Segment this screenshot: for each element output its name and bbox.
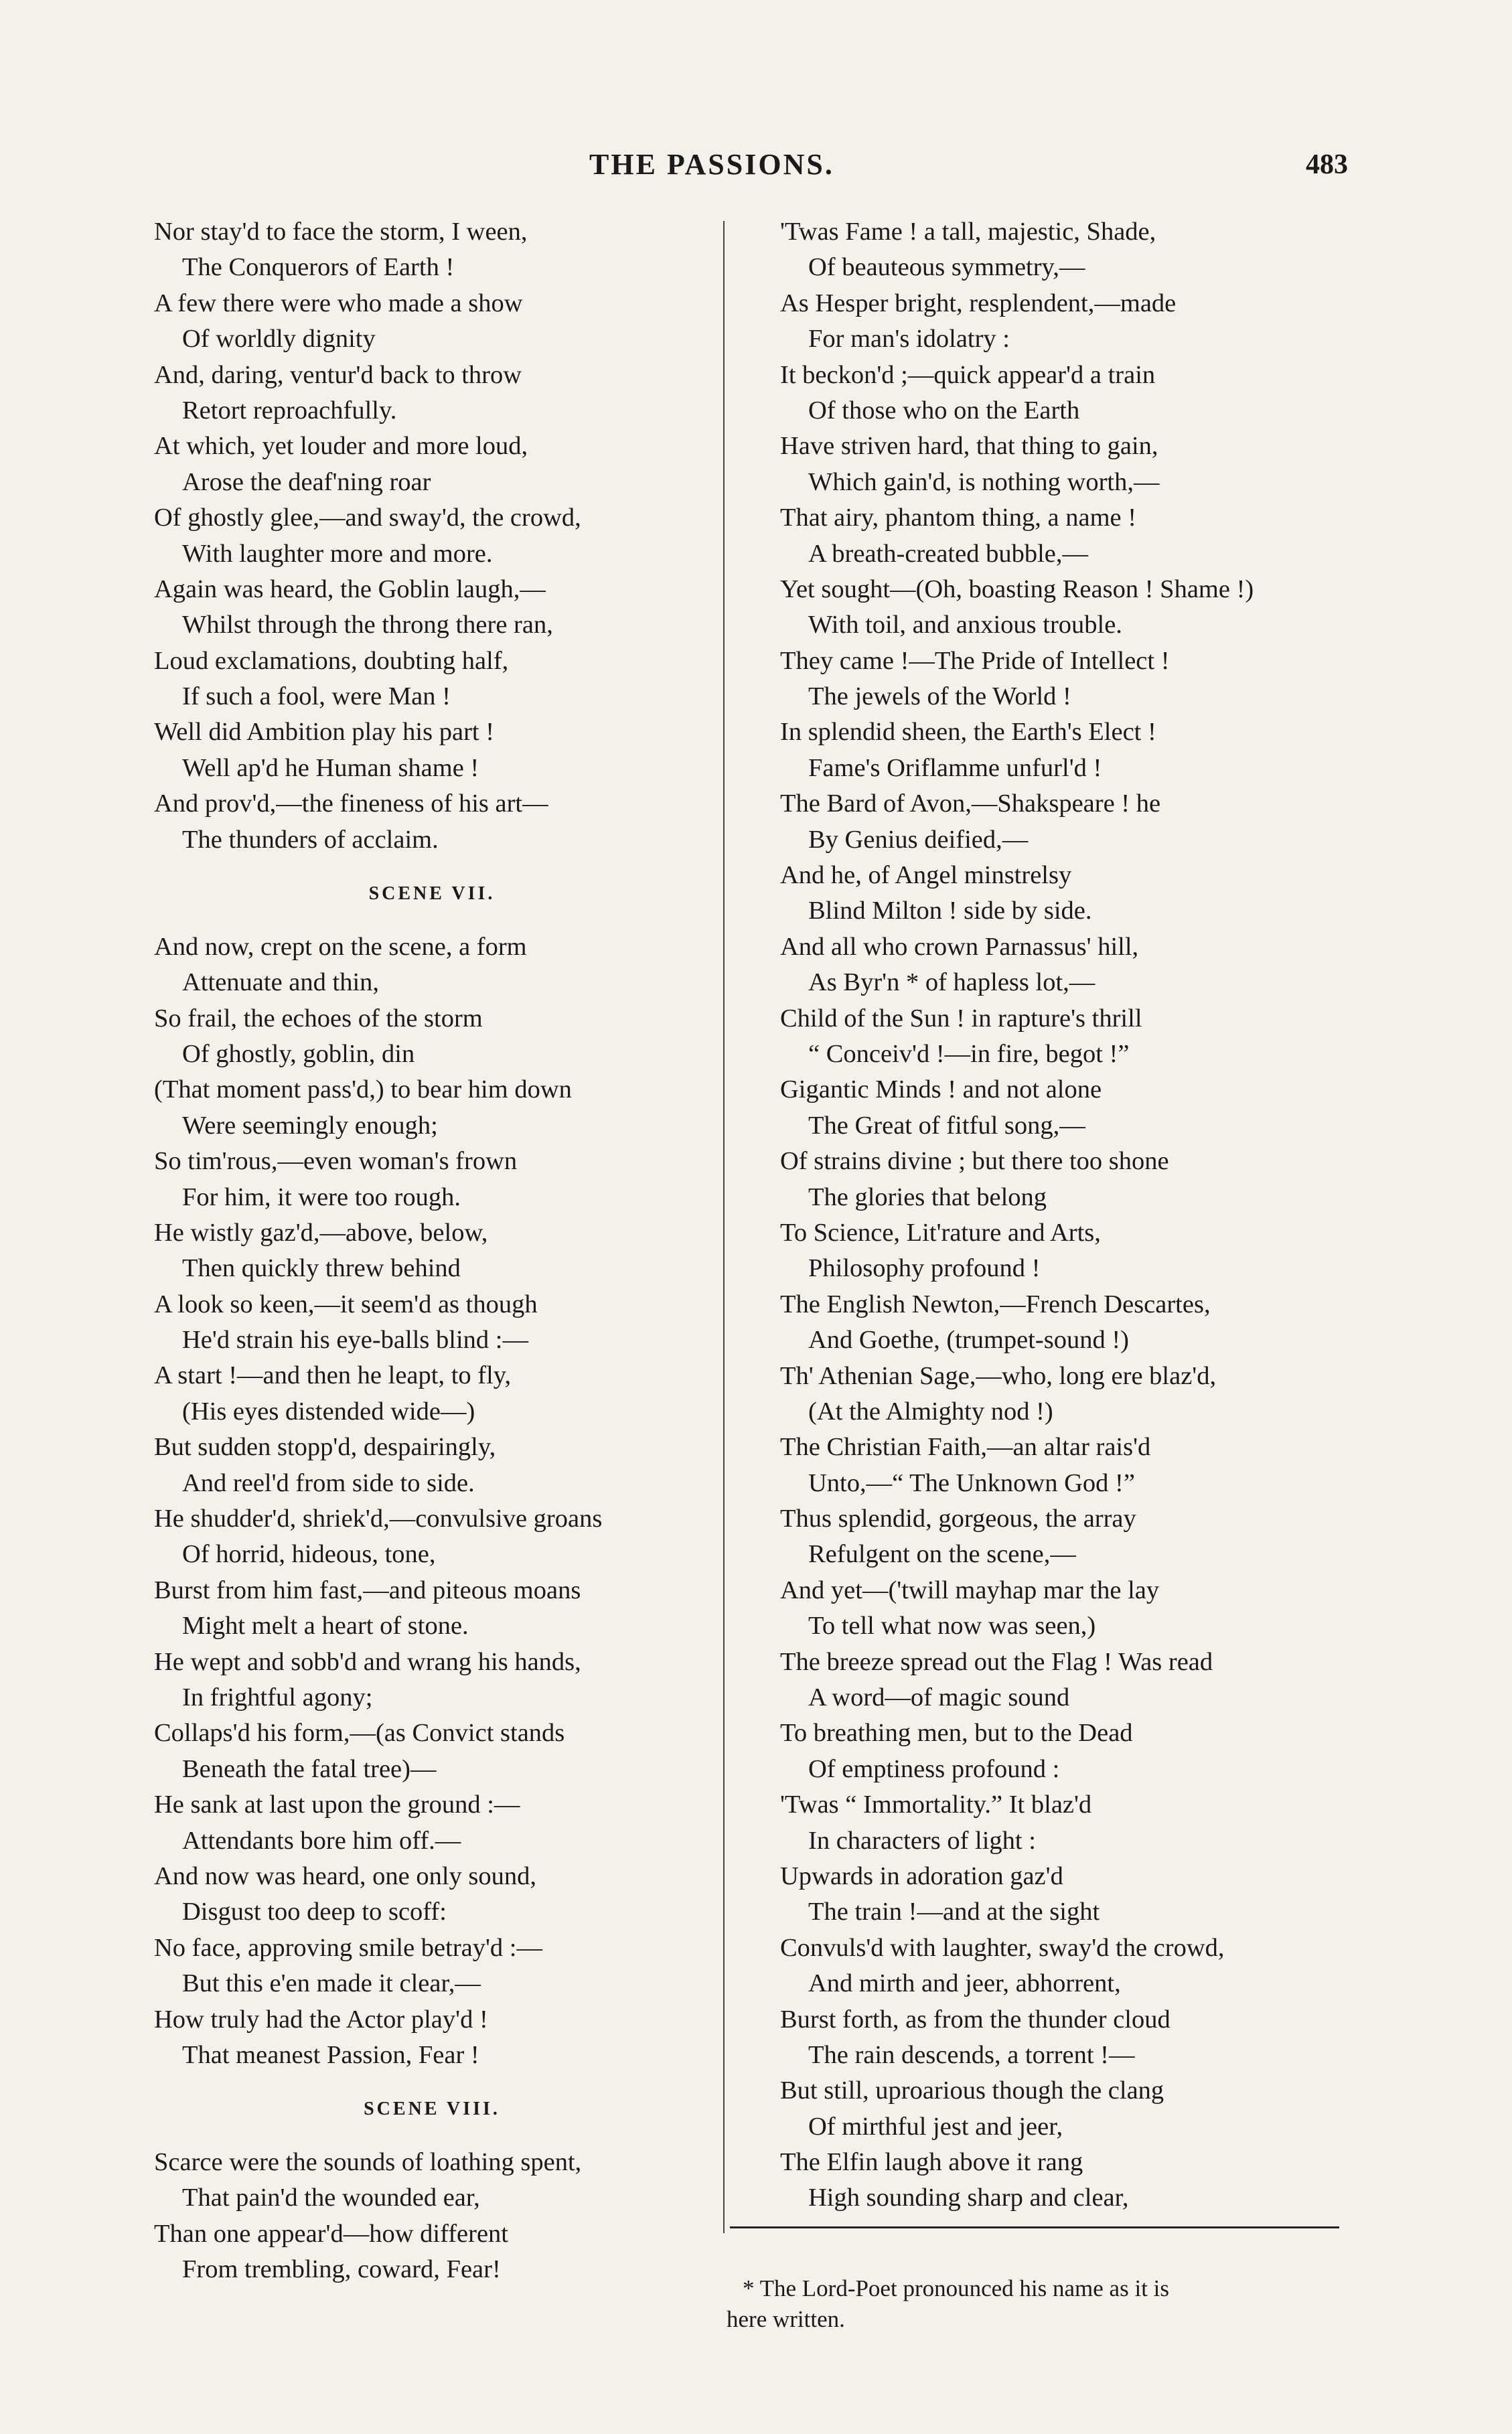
right-column xyxy=(780,214,1356,2216)
verse-line: 'Twas “ Immortality.” It blaz'd xyxy=(780,1791,1092,1819)
verse-line: And Goethe, (trumpet-sound !) xyxy=(808,1326,1129,1355)
verse-line: And mirth and jeer, abhorrent, xyxy=(808,1969,1121,1998)
verse-line: 'Twas Fame ! a tall, majestic, Shade, xyxy=(780,218,1156,246)
verse-line: Which gain'd, is nothing worth,— xyxy=(808,467,1160,496)
verse-line: But still, uproarious though the clang xyxy=(780,2076,1164,2105)
verse-line: The English Newton,—French Descartes, xyxy=(780,1290,1211,1318)
running-title: THE PASSIONS. xyxy=(589,148,834,181)
verse-line: Refulgent on the scene,— xyxy=(808,1540,1076,1569)
column-divider xyxy=(723,221,725,2233)
verse-line: To breathing men, but to the Dead xyxy=(780,1719,1133,1748)
verse-line: And yet—('twill mayhap mar the lay xyxy=(780,1576,1160,1604)
verse-line: From trembling, coward, Fear! xyxy=(182,2255,501,2284)
verse-line: The Christian Faith,—an altar rais'd xyxy=(780,1433,1151,1462)
verse-line: A look so keen,—it seem'd as though xyxy=(154,1290,538,1318)
verse-line: Blind Milton ! side by side. xyxy=(808,897,1092,925)
verse-line: A breath-created bubble,— xyxy=(808,539,1088,568)
verse-line: In characters of light : xyxy=(808,1826,1036,1855)
footnote-line: here written. xyxy=(727,2306,845,2332)
verse-line: In frightful agony; xyxy=(182,1683,373,1712)
verse-line: That meanest Passion, Fear ! xyxy=(182,2040,479,2069)
verse-line: The thunders of acclaim. xyxy=(182,825,439,854)
verse-line: The jewels of the World ! xyxy=(808,682,1071,711)
verse-line: How truly had the Actor play'd ! xyxy=(154,2005,488,2034)
verse-line: A few there were who made a show xyxy=(154,289,523,317)
verse-line: So frail, the echoes of the storm xyxy=(154,1004,483,1033)
verse-line: The Conquerors of Earth ! xyxy=(182,253,455,282)
verse-line: Of horrid, hideous, tone, xyxy=(182,1540,436,1569)
verse-line: Of strains divine ; but there too shone xyxy=(780,1147,1169,1176)
verse-line: Th' Athenian Sage,—who, long ere blaz'd, xyxy=(780,1361,1217,1390)
verse-line: And now was heard, one only sound, xyxy=(154,1861,536,1890)
verse-line: For man's idolatry : xyxy=(808,325,1010,354)
verse-line: He sank at last upon the ground :— xyxy=(154,1791,520,1819)
verse-line: And prov'd,—the fineness of his art— xyxy=(154,789,548,818)
verse-line: And all who crown Parnassus' hill, xyxy=(780,932,1139,961)
verse-line: Again was heard, the Goblin laugh,— xyxy=(154,575,546,603)
verse-line: The rain descends, a torrent !— xyxy=(808,2040,1135,2069)
verse-line: Upwards in adoration gaz'd xyxy=(780,1861,1063,1890)
verse-line: Than one appear'd—how different xyxy=(154,2219,508,2248)
verse-line: And reel'd from side to side. xyxy=(182,1468,475,1497)
verse-line: Have striven hard, that thing to gain, xyxy=(780,432,1158,461)
verse-line: The train !—and at the sight xyxy=(808,1898,1100,1926)
verse-line: To Science, Lit'rature and Arts, xyxy=(780,1218,1101,1247)
verse-line: That airy, phantom thing, a name ! xyxy=(780,504,1137,532)
verse-line: With toil, and anxious trouble. xyxy=(808,611,1122,639)
verse-line: (His eyes distended wide—) xyxy=(182,1397,475,1426)
footnote-rule xyxy=(730,2226,1339,2228)
verse-line: Scarce were the sounds of loathing spent, xyxy=(154,2148,582,2177)
verse-line: Collaps'd his form,—(as Convict stands xyxy=(154,1719,565,1748)
verse-line: If such a fool, were Man ! xyxy=(182,682,451,711)
verse-line: With laughter more and more. xyxy=(182,539,493,568)
verse-line: To tell what now was seen,) xyxy=(808,1612,1096,1641)
footnote-line: * The Lord-Poet pronounced his name as it is xyxy=(743,2275,1170,2301)
verse-line: Were seemingly enough; xyxy=(182,1111,438,1140)
left-column xyxy=(154,214,710,2288)
verse-line: Of ghostly, goblin, din xyxy=(182,1039,415,1068)
verse-line: “ Conceiv'd !—in fire, begot !” xyxy=(808,1039,1130,1068)
verse-line: As Byr'n * of hapless lot,— xyxy=(808,968,1095,997)
page-header xyxy=(0,147,1512,187)
verse-line: High sounding sharp and clear, xyxy=(808,2184,1129,2212)
verse-line: He shudder'd, shriek'd,—convulsive groans xyxy=(154,1505,603,1533)
verse-line: So tim'rous,—even woman's frown xyxy=(154,1147,518,1176)
verse-line: Child of the Sun ! in rapture's thrill xyxy=(780,1004,1142,1033)
verse-line: A start !—and then he leapt, to fly, xyxy=(154,1361,512,1390)
verse-line: Of mirthful jest and jeer, xyxy=(808,2112,1063,2141)
verse-line: Burst from him fast,—and piteous moans xyxy=(154,1576,581,1604)
verse-line: Well did Ambition play his part ! xyxy=(154,718,495,747)
verse-line: They came !—The Pride of Intellect ! xyxy=(780,646,1170,675)
verse-line: He wistly gaz'd,—above, below, xyxy=(154,1218,488,1247)
verse-line: Well ap'd he Human shame ! xyxy=(182,753,479,782)
verse-line: The Elfin laugh above it rang xyxy=(780,2148,1083,2177)
verse-line: Yet sought—(Oh, boasting Reason ! Shame !) xyxy=(780,575,1254,603)
verse-line: Of ghostly glee,—and sway'd, the crowd, xyxy=(154,504,581,532)
verse-line: Nor stay'd to face the storm, I ween, xyxy=(154,218,528,246)
verse-line: No face, approving smile betray'd :— xyxy=(154,1933,542,1962)
verse-line: Thus splendid, gorgeous, the array xyxy=(780,1505,1136,1533)
footnote xyxy=(727,2273,1356,2335)
verse-line: It beckon'd ;—quick appear'd a train xyxy=(780,360,1156,389)
verse-line: Then quickly threw behind xyxy=(182,1254,461,1283)
scene-heading: SCENE VIII. xyxy=(364,2098,500,2119)
page-number: 483 xyxy=(1306,149,1348,180)
scene-heading: SCENE VII. xyxy=(368,883,496,904)
verse-line: Unto,—“ The Unknown God !” xyxy=(808,1468,1135,1497)
verse-line: At which, yet louder and more loud, xyxy=(154,432,528,461)
verse-line: He'd strain his eye-balls blind :— xyxy=(182,1326,528,1355)
verse-line: Whilst through the throng there ran, xyxy=(182,611,553,639)
verse-line: Of worldly dignity xyxy=(182,325,376,354)
verse-line: Attendants bore him off.— xyxy=(182,1826,461,1855)
verse-line: Might melt a heart of stone. xyxy=(182,1612,469,1641)
verse-line: And now, crept on the scene, a form xyxy=(154,932,527,961)
verse-line: Philosophy profound ! xyxy=(808,1254,1041,1283)
verse-line: Arose the deaf'ning roar xyxy=(182,467,431,496)
verse-line: And he, of Angel minstrelsy xyxy=(780,861,1072,890)
verse-line: That pain'd the wounded ear, xyxy=(182,2184,480,2212)
verse-line: Loud exclamations, doubting half, xyxy=(154,646,509,675)
verse-line: Fame's Oriflamme unfurl'd ! xyxy=(808,753,1102,782)
verse-line: By Genius deified,— xyxy=(808,825,1029,854)
verse-line: But sudden stopp'd, despairingly, xyxy=(154,1433,496,1462)
verse-line: Retort reproachfully. xyxy=(182,396,397,425)
verse-line: And, daring, ventur'd back to throw xyxy=(154,360,522,389)
verse-line: But this e'en made it clear,— xyxy=(182,1969,481,1998)
verse-line: Of those who on the Earth xyxy=(808,396,1080,425)
verse-line: As Hesper bright, resplendent,—made xyxy=(780,289,1177,317)
verse-line: Of emptiness profound : xyxy=(808,1754,1060,1783)
verse-line: The Great of fitful song,— xyxy=(808,1111,1085,1140)
verse-line: The breeze spread out the Flag ! Was read xyxy=(780,1647,1213,1676)
verse-line: The Bard of Avon,—Shakspeare ! he xyxy=(780,789,1161,818)
verse-line: In splendid sheen, the Earth's Elect ! xyxy=(780,718,1156,747)
verse-line: Of beauteous symmetry,— xyxy=(808,253,1085,282)
verse-line: Gigantic Minds ! and not alone xyxy=(780,1075,1102,1104)
verse-line: For him, it were too rough. xyxy=(182,1183,461,1211)
verse-line: Disgust too deep to scoff: xyxy=(182,1898,447,1926)
verse-line: Beneath the fatal tree)— xyxy=(182,1754,437,1783)
verse-line: The glories that belong xyxy=(808,1183,1047,1211)
verse-line: (That moment pass'd,) to bear him down xyxy=(154,1075,572,1104)
verse-line: Burst forth, as from the thunder cloud xyxy=(780,2005,1170,2034)
verse-line: (At the Almighty nod !) xyxy=(808,1397,1053,1426)
verse-line: He wept and sobb'd and wrang his hands, xyxy=(154,1647,581,1676)
verse-line: Attenuate and thin, xyxy=(182,968,380,997)
verse-line: A word—of magic sound xyxy=(808,1683,1070,1712)
verse-line: Convuls'd with laughter, sway'd the crowd, xyxy=(780,1933,1225,1962)
